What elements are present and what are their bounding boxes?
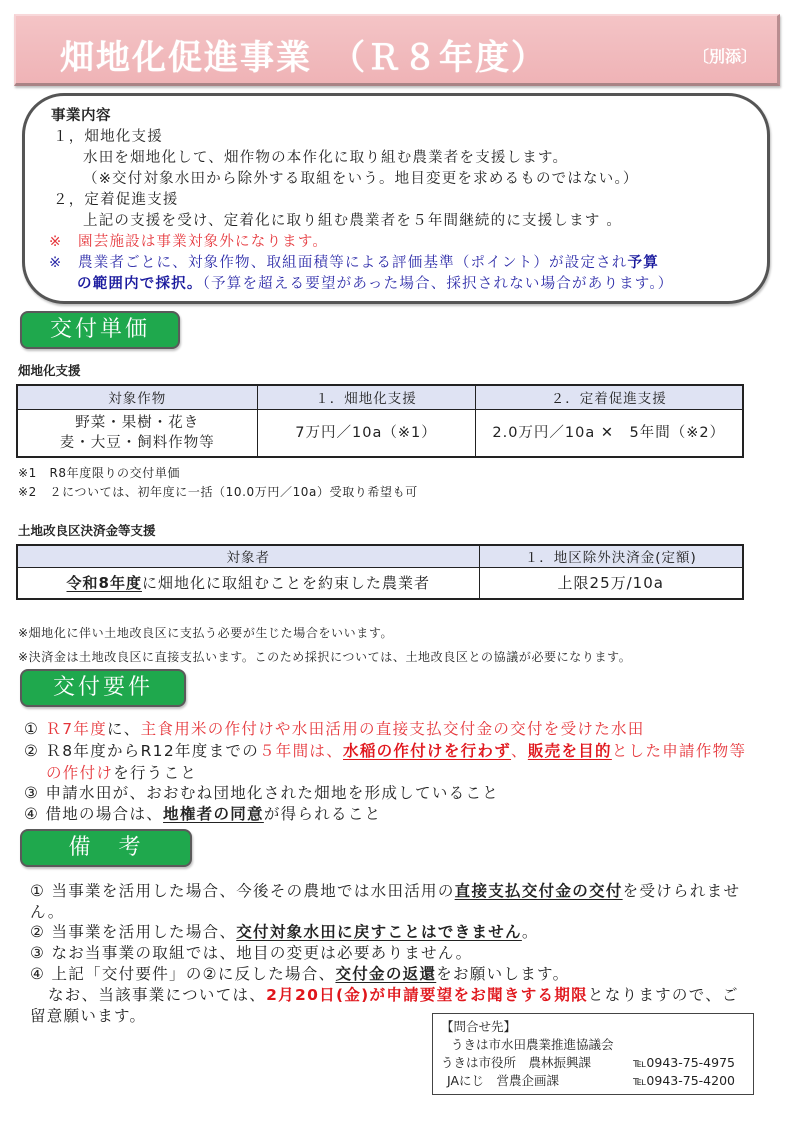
- contact-org: うきは市水田農業推進協議会: [451, 1037, 614, 1052]
- attachment-tag: 〔別添〕: [692, 47, 757, 66]
- table-row: [17, 409, 743, 457]
- evaluation-note-line2: の範囲内で採択。（予算を超える要望があった場合、採択されない場合があります。）: [77, 276, 674, 292]
- table-header-row: [17, 385, 743, 409]
- requirement-2-cont: の作付けを行うこと: [46, 764, 198, 782]
- cell-settlement-amount: 2.0万円／10a ✕ 5年間（※2）: [475, 409, 743, 457]
- phone-ja: ℡0943-75-4200: [633, 1073, 735, 1088]
- section-label-remarks: 備 考: [20, 829, 192, 867]
- contact-heading: 【問合せ先】: [441, 1019, 517, 1034]
- subhead-land-improvement: 土地改良区決済金等支援: [18, 523, 156, 538]
- col-header-settlement: ２．定着促進支援: [475, 385, 743, 409]
- overview-heading: 事業内容: [51, 108, 111, 124]
- land-footnote-1: ※畑地化に伴い土地改良区に支払う必要が生じた場合をいいます。: [18, 626, 394, 640]
- remark-1: ① 当事業を活用した場合、今後その農地では水田活用の直接支払交付金の交付を受けられませ: [30, 882, 741, 900]
- unit-price-table: [16, 384, 744, 458]
- phone-city: ℡0943-75-4975: [633, 1055, 735, 1070]
- contact-line-city: うきは市役所 農林振興課 ℡0943-75-4975: [441, 1055, 735, 1070]
- remark-1-cont: ん。: [30, 903, 65, 921]
- footnote-2: ※2 ２については、初年度に一括（10.0万円／10a）受取り希望も可: [18, 485, 418, 499]
- cell-conversion-amount: 7万円／10a（※1）: [257, 409, 475, 457]
- title-banner: [14, 14, 780, 86]
- land-improvement-table: [16, 544, 744, 600]
- table-row: [17, 567, 743, 599]
- requirement-4: ④ 借地の場合は、地権者の同意が得られること: [24, 805, 382, 823]
- remark-2: ② 当事業を活用した場合、交付対象水田に戻すことはできません。: [30, 923, 539, 941]
- requirement-2: ② Ｒ8年度からR12年度までの５年間は、水稲の作付けを行わず、販売を目的とした申請作物等: [24, 742, 747, 760]
- item2-title: ２，定着促進支援: [53, 192, 179, 208]
- section-label-unit-price: 交付単価: [20, 311, 180, 349]
- col-header-crops: 対象作物: [17, 385, 257, 409]
- item1-title: １，畑地化支援: [53, 129, 163, 145]
- contact-line-ja: JAにじ 営農企画課 ℡0943-75-4200: [447, 1073, 735, 1088]
- table-header-row: [17, 545, 743, 567]
- subhead-conversion-support: 畑地化支援: [18, 363, 81, 378]
- cell-crops: 野菜・果樹・花き 麦・大豆・飼料作物等: [17, 409, 257, 457]
- requirement-3: ③ 申請水田が、おおむね団地化された畑地を形成していること: [24, 784, 500, 802]
- contact-box: [432, 1013, 754, 1095]
- col-header-target: 対象者: [17, 545, 479, 567]
- deadline-note-cont: 留意願います。: [30, 1007, 147, 1025]
- remark-4: ④ 上記「交付要件」の②に反した場合、交付金の返還をお願いします。: [30, 965, 570, 983]
- land-footnote-2: ※決済金は土地改良区に直接支払います。このため採択については、土地改良区との協議が必要になります。: [18, 650, 632, 664]
- page-title: 畑地化促進事業 （Ｒ８年度）: [60, 38, 547, 78]
- section-label-requirements: 交付要件: [20, 669, 186, 707]
- col-header-conversion: １．畑地化支援: [257, 385, 475, 409]
- item1-desc: 水田を畑地化して、畑作物の本作化に取り組む農業者を支援します。: [83, 150, 569, 166]
- horticulture-exclusion-note: ※ 園芸施設は事業対象外になります。: [49, 234, 329, 250]
- cell-target-farmers: 令和8年度に畑地化に取組むことを約束した農業者: [17, 567, 479, 599]
- item1-note: （※交付対象水田から除外する取組をいう。地目変更を求めるものではない。）: [83, 171, 639, 187]
- cell-amount-cap: 上限25万/10a: [479, 567, 743, 599]
- col-header-settlement-fixed: １．地区除外決済金(定額): [479, 545, 743, 567]
- item2-desc: 上記の支援を受け、定着化に取り組む農業者を５年間継続的に支援します 。: [83, 213, 623, 229]
- deadline-note: なお、当該事業については、2月20日(金)が申請要望をお聞きする期限となりますので、ご: [48, 986, 739, 1004]
- requirement-1: ① Ｒ7年度に、主食用米の作付けや水田活用の直接支払交付金の交付を受けた水田: [24, 720, 645, 738]
- evaluation-note-line1: ※ 農業者ごとに、対象作物、取組面積等による評価基準（ポイント）が設定され予算: [49, 255, 659, 271]
- remark-3: ③ なお当事業の取組では、地目の変更は必要ありません。: [30, 944, 473, 962]
- footnote-1: ※1 R8年度限りの交付単価: [18, 466, 181, 480]
- overview-box: [22, 93, 770, 304]
